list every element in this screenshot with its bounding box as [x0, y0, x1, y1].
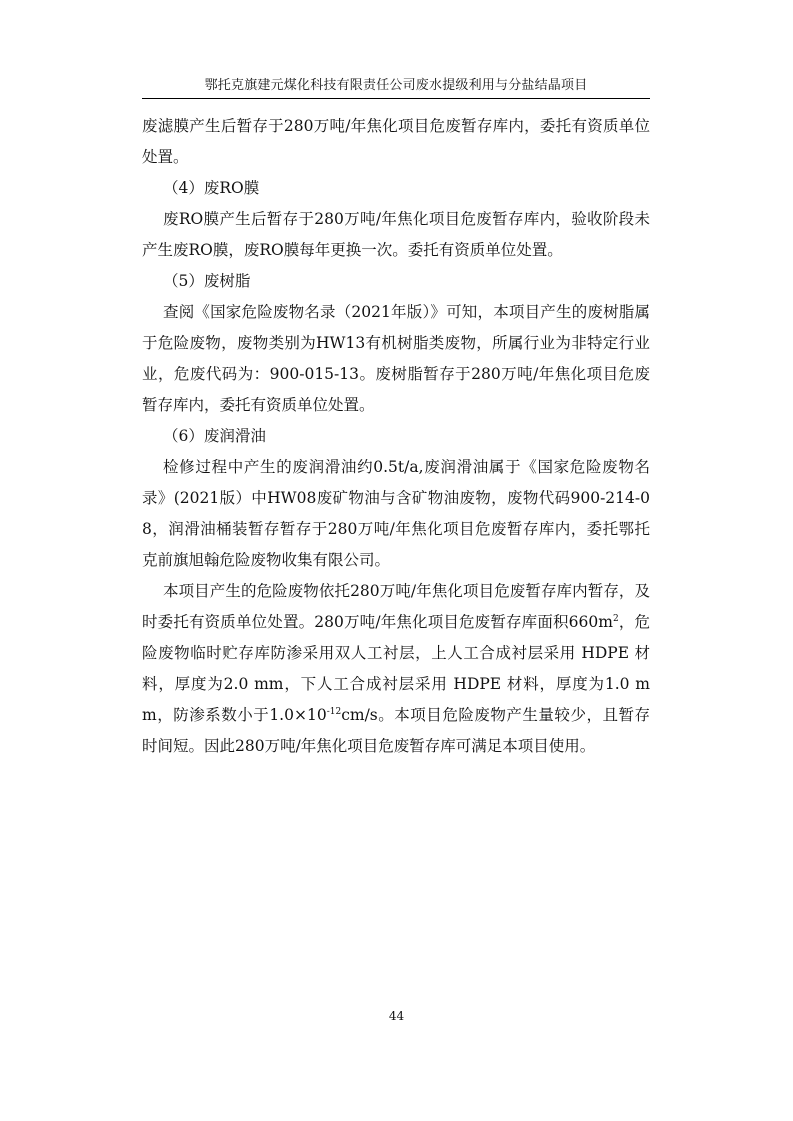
subheading-waste-ro-membrane: （4）废RO膜 [163, 179, 260, 197]
page-number: 44 [388, 1009, 405, 1023]
storage-text-part-1: 本项目产生的危险废物依托280万吨/年焦化项目危废暂存库内暂存，及时委托有资质单位处置。280万吨/年焦化项目危废暂存库面积660m [142, 582, 650, 631]
page-header-title: 鄂托克旗建元煤化科技有限责任公司废水提级利用与分盐结晶项目 [204, 78, 588, 93]
paragraph-waste-resin: 查阅《国家危险废物名录（2021年版）》可知，本项目产生的废树脂属于危险废物，废物类别为HW13有机树脂类废物，所属行业为非特定行业业，危废代码为：900-015-13。废树脂暂存于280万吨/年焦化项目危废暂存库内，委托有资质单位处置。 [142, 303, 650, 414]
storage-text-part-2: ，危险废物临时贮存库防渗采用双人工衬层，上人工合成衬层采用 HDPE 材料，厚度为2.0 mm，下人工合成衬层采用 HDPE 材料，厚度为1.0 mm，防渗系数小于1.0×10 [142, 613, 650, 724]
paragraph-waste-ro-membrane: 废RO膜产生后暂存于280万吨/年焦化项目危废暂存库内，验收阶段未产生废RO膜，废RO膜每年更换一次。委托有资质单位处置。 [142, 210, 650, 259]
paragraph-hazardous-waste-storage [142, 576, 650, 762]
permeability-exponent-superscript: -12 [326, 707, 342, 717]
paragraph-waste-lubricating-oil: 检修过程中产生的废润滑油约0.5t/a,废润滑油属于《国家危险废物名录》(2021版）中HW08废矿物油与含矿物油废物，废物代码900-214-08，润滑油桶装暂存暂存于280万吨/年焦化项目危废暂存库内，委托鄂托克前旗旭翰危险废物收集有限公司。 [142, 458, 650, 569]
storage-text-part-3: cm/s。本项目危险废物产生量较少，且暂存时间短。因此280万吨/年焦化项目危废暂存库可满足本项目使用。 [142, 706, 650, 755]
body-content [142, 111, 650, 762]
subheading-waste-lubricating-oil: （6）废润滑油 [163, 427, 266, 445]
subheading-waste-resin: （5）废树脂 [163, 272, 251, 290]
paragraph-waste-filter-membrane: 废滤膜产生后暂存于280万吨/年焦化项目危废暂存库内，委托有资质单位处置。 [142, 117, 650, 166]
header-divider [142, 98, 650, 99]
area-unit-superscript: 2 [612, 614, 619, 624]
